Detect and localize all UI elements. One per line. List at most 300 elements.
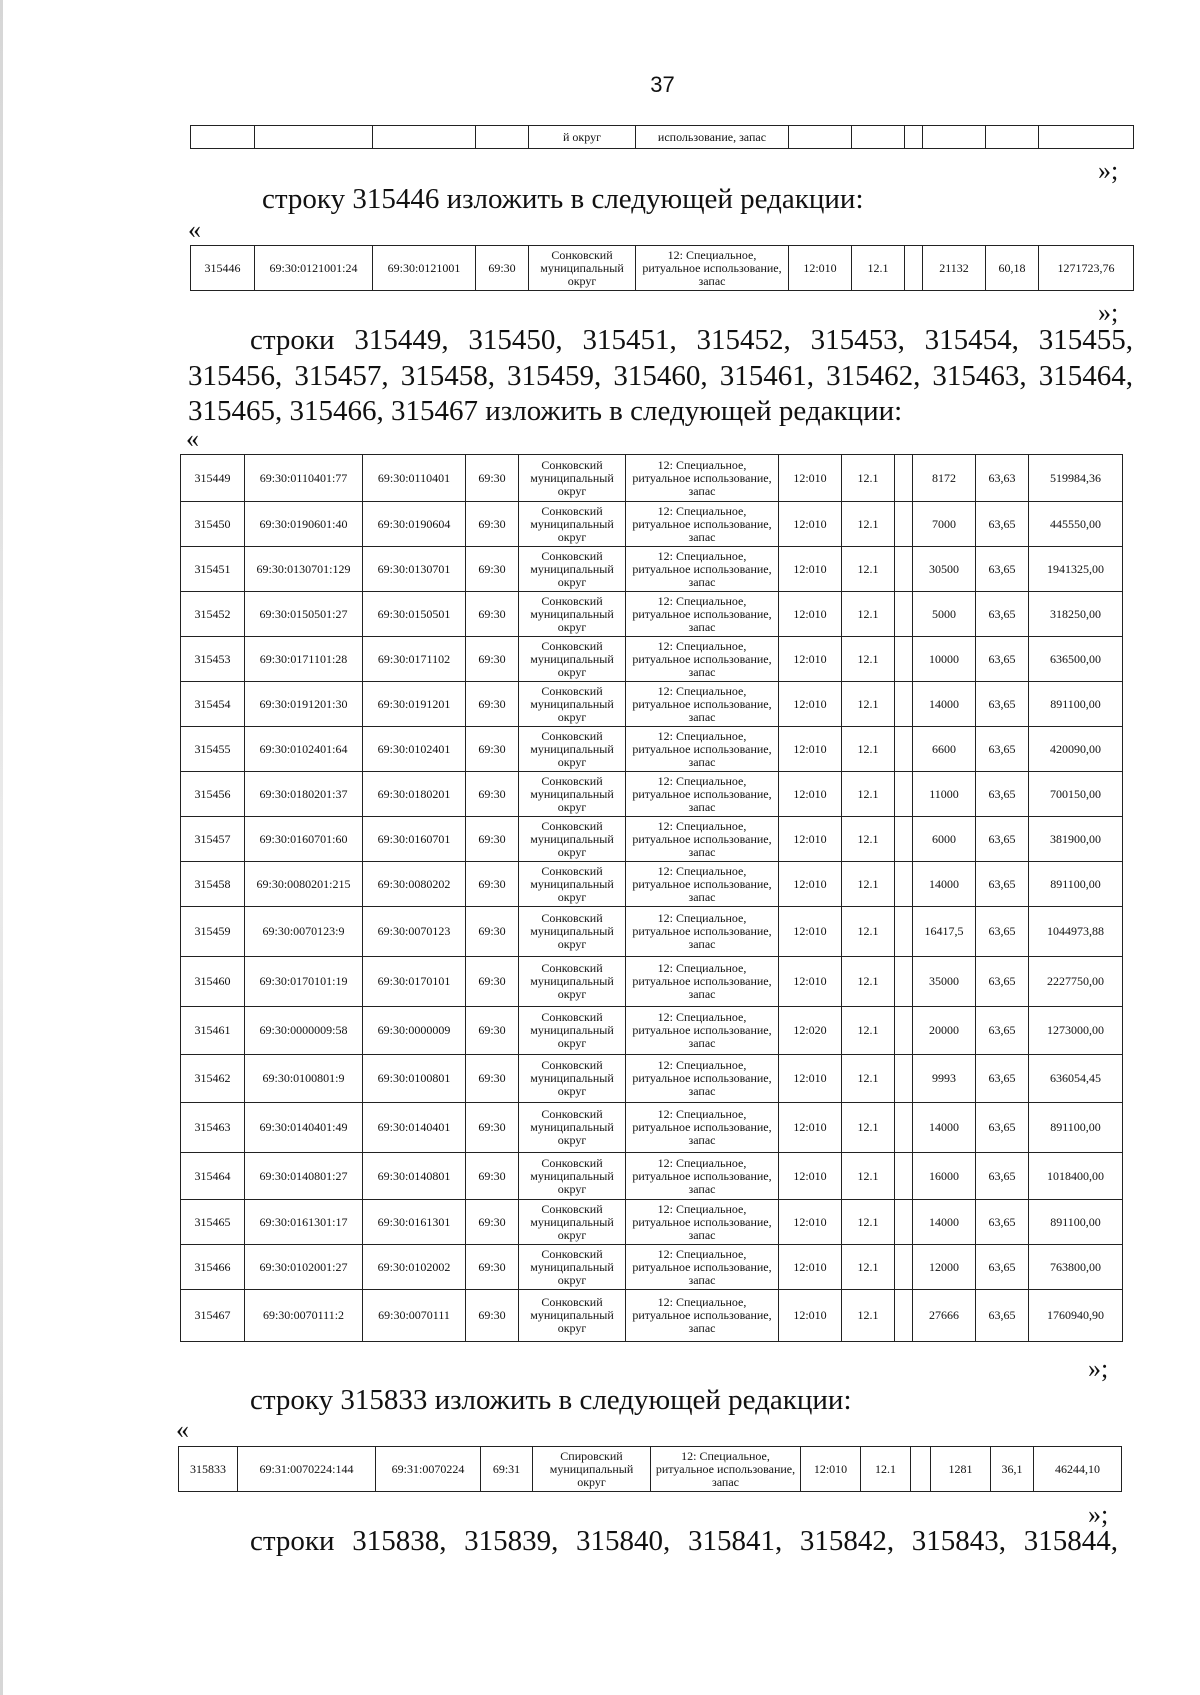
table-row: [191, 126, 1134, 149]
cell-cadastral-number: 69:30:0070111:2: [245, 1290, 363, 1342]
cell-cadastral-number: 69:30:0130701:129: [245, 547, 363, 592]
cell-land-use-group: 12: Специальное, ритуальное использование, запас: [626, 772, 779, 817]
table-row: [181, 1200, 1123, 1245]
table-row: [181, 817, 1123, 862]
heading-word: 315459,: [507, 360, 602, 392]
cell-empty-cell: [895, 727, 913, 772]
cell-quarter-number: 69:30:0140401: [363, 1103, 466, 1153]
cell-row-number: 315455: [181, 727, 245, 772]
table-row: [181, 682, 1123, 727]
cell-land-use-group: 12: Специальное, ритуальное использование, запас: [626, 502, 779, 547]
cell-land-use-group: 12: Специальное, ритуальное использование, запас: [626, 862, 779, 907]
cell-row-number: 315467: [181, 1290, 245, 1342]
cell-specific-value: 63,65: [976, 862, 1029, 907]
close-quote: »;: [1098, 156, 1119, 185]
cell-segment-code: 12.1: [842, 1055, 895, 1103]
cell-specific-value: 63,65: [976, 1007, 1029, 1055]
cell-municipality: Сонковский муниципальный округ: [519, 1200, 626, 1245]
cell-district-code: 69:30: [466, 957, 519, 1007]
cell-use-code: 12:010: [779, 1200, 842, 1245]
cell-row-number: 315453: [181, 637, 245, 682]
cell-land-use-group: 12: Специальное, ритуальное использование, запас: [626, 1153, 779, 1200]
cell-cadastral-value: [1039, 126, 1134, 149]
cell-use-code: 12:010: [779, 547, 842, 592]
cell-municipality: Спировский муниципальный округ: [533, 1447, 651, 1492]
cell-district-code: 69:30: [466, 637, 519, 682]
table-row-315446: [190, 245, 1134, 291]
cell-area: 6000: [913, 817, 976, 862]
cell-municipality: Сонковский муниципальный округ: [519, 547, 626, 592]
cell-municipality: Сонковский муниципальный округ: [519, 682, 626, 727]
cell-row-number: 315462: [181, 1055, 245, 1103]
heading-word: 315457,: [294, 360, 389, 392]
cell-cadastral-value: 891100,00: [1029, 1200, 1123, 1245]
cell-land-use-group: 12: Специальное, ритуальное использование, запас: [626, 592, 779, 637]
close-quote: »;: [1088, 1354, 1109, 1383]
heading-word: 315843,: [911, 1525, 1007, 1557]
cell-segment-code: 12.1: [842, 1200, 895, 1245]
cell-district-code: 69:30: [466, 682, 519, 727]
cell-row-number: [191, 126, 255, 149]
cell-district-code: 69:30: [466, 1200, 519, 1245]
cell-land-use-group: 12: Специальное, ритуальное использование, запас: [626, 1200, 779, 1245]
cell-segment-code: 12.1: [842, 862, 895, 907]
table-row: [181, 592, 1123, 637]
cell-segment-code: 12.1: [842, 1245, 895, 1290]
heading-word: строки: [250, 324, 335, 356]
cell-cadastral-number: 69:30:0150501:27: [245, 592, 363, 637]
cell-cadastral-number: 69:30:0140801:27: [245, 1153, 363, 1200]
cell-cadastral-value: 1760940,90: [1029, 1290, 1123, 1342]
cell-quarter-number: 69:30:0171102: [363, 637, 466, 682]
cell-area: 1281: [931, 1447, 991, 1492]
heading-word: 315463,: [932, 360, 1027, 392]
cell-segment-code: 12.1: [842, 1290, 895, 1342]
cell-specific-value: 63,65: [976, 682, 1029, 727]
cell-area: 14000: [913, 682, 976, 727]
cell-municipality: Сонковский муниципальный округ: [519, 1153, 626, 1200]
cell-cadastral-value: 519984,36: [1029, 455, 1123, 502]
table-row: [181, 1153, 1123, 1200]
cell-area: 20000: [913, 1007, 976, 1055]
table-row: [181, 1007, 1123, 1055]
cell-cadastral-value: 420090,00: [1029, 727, 1123, 772]
section-heading-315833: строку 315833 изложить в следующей редакции:: [250, 1384, 852, 1416]
page-number: 37: [650, 72, 675, 97]
cell-land-use-group: 12: Специальное, ритуальное использование, запас: [626, 637, 779, 682]
table-row: [181, 1245, 1123, 1290]
cell-specific-value: 63,65: [976, 1103, 1029, 1153]
cell-cadastral-number: 69:30:0102001:27: [245, 1245, 363, 1290]
cell-district-code: 69:30: [476, 246, 529, 291]
cell-land-use-group: 12: Специальное, ритуальное использование, запас: [626, 817, 779, 862]
cell-cadastral-value: 891100,00: [1029, 682, 1123, 727]
cell-land-use-group: 12: Специальное, ритуальное использование, запас: [626, 1055, 779, 1103]
cell-empty-cell: [895, 862, 913, 907]
cell-empty-cell: [895, 502, 913, 547]
cell-specific-value: [986, 126, 1039, 149]
cell-quarter-number: 69:30:0190604: [363, 502, 466, 547]
cell-row-number: 315454: [181, 682, 245, 727]
cell-cadastral-value: 636500,00: [1029, 637, 1123, 682]
cell-quarter-number: 69:30:0070111: [363, 1290, 466, 1342]
cell-specific-value: 63,65: [976, 547, 1029, 592]
cell-cadastral-number: [255, 126, 373, 149]
cell-row-number: 315446: [191, 246, 255, 291]
cell-municipality: Сонковский муниципальный округ: [519, 817, 626, 862]
cell-use-code: 12:010: [801, 1447, 861, 1492]
cell-specific-value: 63,65: [976, 1245, 1029, 1290]
cell-quarter-number: 69:30:0102401: [363, 727, 466, 772]
section-heading-line-1: [250, 323, 1133, 357]
cell-municipality: Сонковский муниципальный округ: [519, 1245, 626, 1290]
cell-use-code: 12:010: [779, 592, 842, 637]
cell-land-use-group: 12: Специальное, ритуальное использование, запас: [626, 455, 779, 502]
cell-municipality: Сонковский муниципальный округ: [519, 455, 626, 502]
cell-specific-value: 63,65: [976, 772, 1029, 817]
cell-specific-value: 63,65: [976, 1290, 1029, 1342]
cell-specific-value: 63,63: [976, 455, 1029, 502]
cell-use-code: 12:010: [779, 1055, 842, 1103]
cell-empty-cell: [895, 957, 913, 1007]
cell-cadastral-number: 69:30:0160701:60: [245, 817, 363, 862]
cell-quarter-number: 69:30:0080202: [363, 862, 466, 907]
cell-segment-code: 12.1: [842, 592, 895, 637]
cell-cadastral-number: 69:30:0161301:17: [245, 1200, 363, 1245]
cell-quarter-number: 69:30:0180201: [363, 772, 466, 817]
cell-empty-cell: [895, 592, 913, 637]
cell-segment-code: 12.1: [842, 907, 895, 957]
table-body: [179, 1447, 1122, 1492]
cell-segment-code: 12.1: [842, 547, 895, 592]
cell-segment-code: 12.1: [842, 1153, 895, 1200]
cell-area: 11000: [913, 772, 976, 817]
cell-empty-cell: [895, 772, 913, 817]
heading-word: 315456,: [188, 360, 283, 392]
cell-row-number: 315451: [181, 547, 245, 592]
heading-word: 315460,: [613, 360, 708, 392]
open-quote: «: [176, 1415, 189, 1444]
cell-municipality: Сонковский муниципальный округ: [519, 862, 626, 907]
cell-cadastral-number: 69:30:0080201:215: [245, 862, 363, 907]
table-row: [191, 246, 1134, 291]
cell-district-code: 69:30: [466, 817, 519, 862]
cell-municipality: Сонковский муниципальный округ: [519, 1290, 626, 1342]
cell-land-use-group: 12: Специальное, ритуальное использование, запас: [626, 547, 779, 592]
cell-district-code: 69:30: [466, 1153, 519, 1200]
cell-area: 27666: [913, 1290, 976, 1342]
cell-row-number: 315465: [181, 1200, 245, 1245]
cell-segment-code: 12.1: [842, 957, 895, 1007]
cell-empty-cell: [895, 1007, 913, 1055]
cell-row-number: 315466: [181, 1245, 245, 1290]
cell-specific-value: 63,65: [976, 637, 1029, 682]
cell-area: 30500: [913, 547, 976, 592]
cell-use-code: 12:010: [779, 727, 842, 772]
cell-district-code: 69:30: [466, 1055, 519, 1103]
cell-empty-cell: [911, 1447, 931, 1492]
cell-cadastral-value: 700150,00: [1029, 772, 1123, 817]
cell-empty-cell: [895, 637, 913, 682]
cell-empty-cell: [895, 907, 913, 957]
cell-quarter-number: 69:30:0191201: [363, 682, 466, 727]
heading-word: 315451,: [582, 324, 677, 356]
table-row: [181, 862, 1123, 907]
cell-area: 6600: [913, 727, 976, 772]
cell-cadastral-number: 69:30:0170101:19: [245, 957, 363, 1007]
table-body: [191, 126, 1134, 149]
cell-cadastral-number: 69:30:0100801:9: [245, 1055, 363, 1103]
cell-specific-value: 63,65: [976, 592, 1029, 637]
cell-empty-cell: [905, 246, 923, 291]
cell-municipality: Сонковский муниципальный округ: [519, 592, 626, 637]
cell-use-code: 12:010: [779, 637, 842, 682]
cell-use-code: 12:010: [779, 817, 842, 862]
cell-cadastral-value: 891100,00: [1029, 862, 1123, 907]
cell-land-use-group: 12: Специальное, ритуальное использование, запас: [626, 907, 779, 957]
cell-cadastral-value: 1941325,00: [1029, 547, 1123, 592]
cell-district-code: 69:30: [466, 907, 519, 957]
cell-district-code: 69:30: [466, 547, 519, 592]
cell-specific-value: 63,65: [976, 957, 1029, 1007]
cell-specific-value: 60,18: [986, 246, 1039, 291]
section-heading-315838: [250, 1524, 1118, 1558]
cell-row-number: 315452: [181, 592, 245, 637]
cell-use-code: [789, 126, 852, 149]
cell-specific-value: 63,65: [976, 1055, 1029, 1103]
cell-segment-code: 12.1: [842, 817, 895, 862]
cell-area: 10000: [913, 637, 976, 682]
cell-quarter-number: 69:31:0070224: [376, 1447, 481, 1492]
cell-use-code: 12:010: [779, 862, 842, 907]
cell-segment-code: 12.1: [842, 637, 895, 682]
cell-segment-code: [852, 126, 905, 149]
cell-use-code: 12:010: [779, 907, 842, 957]
cell-segment-code: 12.1: [852, 246, 905, 291]
cell-quarter-number: 69:30:0130701: [363, 547, 466, 592]
cell-land-use-group: 12: Специальное, ритуальное использование, запас: [626, 1007, 779, 1055]
heading-word: 315449,: [354, 324, 449, 356]
cell-empty-cell: [895, 1245, 913, 1290]
cell-district-code: 69:30: [466, 727, 519, 772]
cell-district-code: [476, 126, 529, 149]
table-row: [181, 772, 1123, 817]
cell-cadastral-number: 69:31:0070224:144: [238, 1447, 376, 1492]
cell-empty-cell: [895, 1055, 913, 1103]
cell-cadastral-number: 69:30:0110401:77: [245, 455, 363, 502]
cell-quarter-number: 69:30:0121001: [373, 246, 476, 291]
cell-municipality: Сонковский муниципальный округ: [519, 1103, 626, 1153]
cell-cadastral-value: 46244,10: [1034, 1447, 1122, 1492]
cell-municipality: Сонковский муниципальный округ: [519, 727, 626, 772]
cell-empty-cell: [895, 682, 913, 727]
section-heading-315446: строку 315446 изложить в следующей редакции:: [262, 183, 864, 215]
heading-word: 315464,: [1038, 360, 1133, 392]
cell-quarter-number: 69:30:0110401: [363, 455, 466, 502]
cell-area: 21132: [923, 246, 986, 291]
cell-municipality: Сонковский муниципальный округ: [519, 637, 626, 682]
cell-use-code: 12:010: [779, 1245, 842, 1290]
cell-land-use-group: 12: Специальное, ритуальное использование, запас: [626, 957, 779, 1007]
cell-segment-code: 12.1: [842, 1103, 895, 1153]
cell-land-use-group: 12: Специальное, ритуальное использование, запас: [626, 727, 779, 772]
table-row: [181, 455, 1123, 502]
cell-empty-cell: [905, 126, 923, 149]
cell-row-number: 315460: [181, 957, 245, 1007]
cell-municipality: Сонковский муниципальный округ: [519, 1055, 626, 1103]
cell-specific-value: 63,65: [976, 907, 1029, 957]
cell-district-code: 69:30: [466, 1245, 519, 1290]
table-row: [181, 637, 1123, 682]
table-row: [181, 502, 1123, 547]
cell-district-code: 69:30: [466, 592, 519, 637]
cell-municipality: Сонковский муниципальный округ: [519, 772, 626, 817]
cell-row-number: 315833: [179, 1447, 238, 1492]
cell-use-code: 12:020: [779, 1007, 842, 1055]
cell-cadastral-number: 69:30:0102401:64: [245, 727, 363, 772]
table-body: [181, 455, 1123, 1342]
cell-municipality: Сонковский муниципальный округ: [519, 502, 626, 547]
cell-row-number: 315457: [181, 817, 245, 862]
cell-quarter-number: 69:30:0170101: [363, 957, 466, 1007]
cell-quarter-number: 69:30:0161301: [363, 1200, 466, 1245]
heading-word: 315462,: [826, 360, 921, 392]
table-row: [181, 1055, 1123, 1103]
cell-municipality: Сонковский муниципальный округ: [519, 957, 626, 1007]
close-quote: »;: [1088, 1500, 1109, 1529]
cell-row-number: 315456: [181, 772, 245, 817]
cell-cadastral-value: 1044973,88: [1029, 907, 1123, 957]
open-quote: «: [186, 424, 199, 453]
cell-area: 5000: [913, 592, 976, 637]
cell-row-number: 315458: [181, 862, 245, 907]
cell-area: 7000: [913, 502, 976, 547]
cell-quarter-number: 69:30:0100801: [363, 1055, 466, 1103]
cell-area: [923, 126, 986, 149]
cell-cadastral-value: 1018400,00: [1029, 1153, 1123, 1200]
cell-segment-code: 12.1: [861, 1447, 911, 1492]
table-row: [181, 907, 1123, 957]
table-fragment-top: [190, 125, 1134, 149]
heading-word: строки: [250, 1525, 335, 1557]
cell-cadastral-value: 2227750,00: [1029, 957, 1123, 1007]
cell-row-number: 315459: [181, 907, 245, 957]
heading-word: 315450,: [468, 324, 563, 356]
table-row: [181, 1290, 1123, 1342]
cell-cadastral-number: 69:30:0191201:30: [245, 682, 363, 727]
cell-district-code: 69:30: [466, 1290, 519, 1342]
cell-land-use-group: 12: Специальное, ритуальное использование, запас: [636, 246, 789, 291]
cell-segment-code: 12.1: [842, 682, 895, 727]
cell-segment-code: 12.1: [842, 727, 895, 772]
cell-use-code: 12:010: [779, 455, 842, 502]
cell-area: 14000: [913, 1103, 976, 1153]
cell-segment-code: 12.1: [842, 1007, 895, 1055]
cell-row-number: 315450: [181, 502, 245, 547]
heading-word: 315840,: [576, 1525, 671, 1557]
cell-cadastral-number: 69:30:0171101:28: [245, 637, 363, 682]
cell-district-code: 69:30: [466, 502, 519, 547]
cell-specific-value: 63,65: [976, 1200, 1029, 1245]
cell-use-code: 12:010: [779, 1153, 842, 1200]
cell-use-code: 12:010: [779, 1103, 842, 1153]
cell-empty-cell: [895, 1290, 913, 1342]
table-row-315833: [178, 1446, 1122, 1492]
close-quote: »;: [1098, 298, 1119, 327]
heading-word: 315452,: [696, 324, 791, 356]
cell-specific-value: 63,65: [976, 817, 1029, 862]
cell-empty-cell: [895, 1153, 913, 1200]
cell-district-code: 69:30: [466, 1103, 519, 1153]
cell-cadastral-number: 69:30:0070123:9: [245, 907, 363, 957]
cell-empty-cell: [895, 1103, 913, 1153]
table-rows-315449-315467: [180, 454, 1123, 1342]
cell-cadastral-number: 69:30:0121001:24: [255, 246, 373, 291]
cell-quarter-number: 69:30:0160701: [363, 817, 466, 862]
cell-cadastral-value: 891100,00: [1029, 1103, 1123, 1153]
cell-use-code: 12:010: [779, 502, 842, 547]
cell-cadastral-value: 318250,00: [1029, 592, 1123, 637]
open-quote: «: [188, 215, 201, 244]
cell-row-number: 315449: [181, 455, 245, 502]
cell-district-code: 69:30: [466, 1007, 519, 1055]
cell-empty-cell: [895, 1200, 913, 1245]
cell-cadastral-value: 1273000,00: [1029, 1007, 1123, 1055]
section-heading-line-3: 315465, 315466, 315467 изложить в следующей редакции:: [188, 395, 903, 427]
table-body: [191, 246, 1134, 291]
heading-word: 315453,: [810, 324, 905, 356]
cell-area: 14000: [913, 1200, 976, 1245]
cell-specific-value: 36,1: [991, 1447, 1034, 1492]
cell-municipality: Сонковский муниципальный округ: [519, 1007, 626, 1055]
cell-quarter-number: 69:30:0000009: [363, 1007, 466, 1055]
cell-specific-value: 63,65: [976, 502, 1029, 547]
heading-word: 315842,: [799, 1525, 895, 1557]
heading-word: 315844,: [1023, 1525, 1118, 1557]
cell-empty-cell: [895, 455, 913, 502]
cell-cadastral-number: 69:30:0190601:40: [245, 502, 363, 547]
cell-row-number: 315464: [181, 1153, 245, 1200]
cell-municipality: Сонковский муниципальный округ: [519, 907, 626, 957]
cell-district-code: 69:30: [466, 862, 519, 907]
cell-quarter-number: [373, 126, 476, 149]
cell-cadastral-number: 69:30:0180201:37: [245, 772, 363, 817]
cell-cadastral-value: 445550,00: [1029, 502, 1123, 547]
cell-area: 16417,5: [913, 907, 976, 957]
cell-cadastral-value: 763800,00: [1029, 1245, 1123, 1290]
cell-cadastral-value: 636054,45: [1029, 1055, 1123, 1103]
cell-quarter-number: 69:30:0102002: [363, 1245, 466, 1290]
table-row: [181, 547, 1123, 592]
cell-land-use-group: использование, запас: [636, 126, 789, 149]
cell-cadastral-number: 69:30:0140401:49: [245, 1103, 363, 1153]
cell-empty-cell: [895, 817, 913, 862]
cell-municipality: й округ: [529, 126, 636, 149]
cell-land-use-group: 12: Специальное, ритуальное использование, запас: [626, 1290, 779, 1342]
heading-word: 315455,: [1038, 324, 1133, 356]
cell-use-code: 12:010: [779, 772, 842, 817]
cell-land-use-group: 12: Специальное, ритуальное использование, запас: [626, 1103, 779, 1153]
section-heading-line-2: [188, 359, 1133, 393]
cell-district-code: 69:30: [466, 455, 519, 502]
cell-specific-value: 63,65: [976, 1153, 1029, 1200]
heading-word: 315454,: [924, 324, 1019, 356]
cell-cadastral-number: 69:30:0000009:58: [245, 1007, 363, 1055]
cell-segment-code: 12.1: [842, 772, 895, 817]
heading-word: 315458,: [400, 360, 495, 392]
cell-quarter-number: 69:30:0070123: [363, 907, 466, 957]
cell-row-number: 315463: [181, 1103, 245, 1153]
